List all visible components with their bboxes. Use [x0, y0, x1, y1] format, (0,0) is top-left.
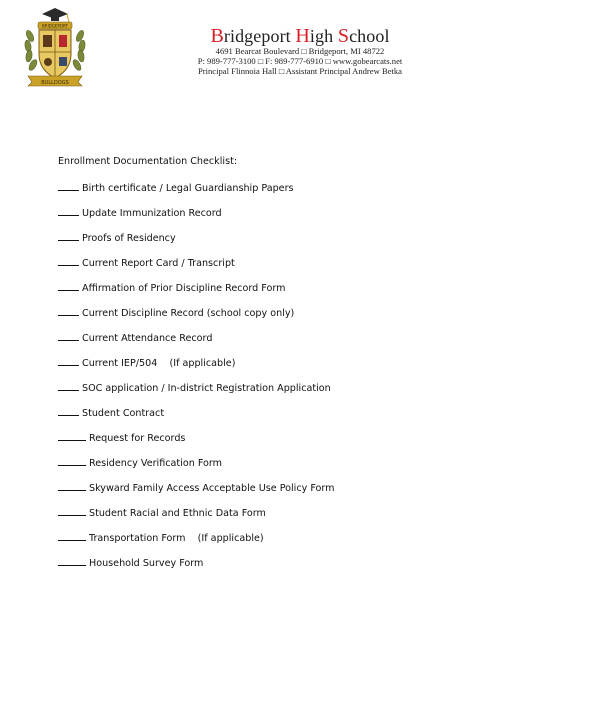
checklist-item-label: Household Survey Form: [89, 558, 204, 569]
checkbox-blank-line[interactable]: [58, 381, 79, 391]
checklist-item-label: Current IEP/504 (If applicable): [82, 358, 236, 369]
checkbox-blank-line[interactable]: [58, 281, 79, 291]
checkbox-blank-line[interactable]: [58, 456, 86, 466]
checklist-item-label: Student Racial and Ethnic Data Form: [89, 508, 266, 519]
checklist-item-label: Current Attendance Record: [82, 333, 213, 344]
checkbox-blank-line[interactable]: [58, 231, 79, 241]
checkbox-blank-line[interactable]: [58, 406, 79, 416]
checklist-title: Enrollment Documentation Checklist:: [58, 156, 238, 167]
checkbox-blank-line[interactable]: [58, 356, 79, 366]
checklist-item: [58, 556, 335, 581]
checkbox-blank-line[interactable]: [58, 256, 79, 266]
checklist-item: [58, 481, 335, 506]
checklist-item-label: Update Immunization Record: [82, 208, 222, 219]
school-principals: Principal Flinnoia Hall □ Assistant Principal Andrew Betka: [197, 66, 403, 77]
school-crest-logo: [22, 6, 88, 88]
checklist-item-label: SOC application / In-district Registration Application: [82, 383, 331, 394]
checklist-item-label: Proofs of Residency: [82, 233, 176, 244]
svg-text:BULLDOGS: BULLDOGS: [41, 80, 69, 86]
checkbox-blank-line[interactable]: [58, 481, 86, 491]
checklist-item: [58, 381, 335, 406]
checklist-item: [58, 506, 335, 531]
checkbox-blank-line[interactable]: [58, 556, 86, 566]
checklist-item: [58, 231, 335, 256]
checklist-item-label: Skyward Family Access Acceptable Use Policy Form: [89, 483, 335, 494]
checklist-item-label: Residency Verification Form: [89, 458, 222, 469]
checklist-item-label: Transportation Form (If applicable): [89, 533, 264, 544]
checkbox-blank-line[interactable]: [58, 306, 79, 316]
checklist-item: [58, 306, 335, 331]
checklist-item: [58, 256, 335, 281]
checkbox-blank-line[interactable]: [58, 181, 79, 191]
checkbox-blank-line[interactable]: [58, 431, 86, 441]
school-name: [150, 26, 450, 46]
checklist-items: [58, 181, 335, 581]
checkbox-blank-line[interactable]: [58, 506, 86, 516]
letterhead: [150, 26, 450, 77]
checklist-item-label: Birth certificate / Legal Guardianship Papers: [82, 183, 294, 194]
checklist-item: [58, 406, 335, 431]
checkbox-blank-line[interactable]: [58, 331, 79, 341]
checklist-item: [58, 531, 335, 556]
checklist-item-label: Current Discipline Record (school copy only): [82, 308, 295, 319]
checklist-item: [58, 281, 335, 306]
school-address: 4691 Bearcat Boulevard □ Bridgeport, MI 48722: [215, 46, 385, 56]
checkbox-blank-line[interactable]: [58, 206, 79, 216]
checklist-item: [58, 356, 335, 381]
checkbox-blank-line[interactable]: [58, 531, 86, 541]
checklist-item-label: Student Contract: [82, 408, 165, 419]
school-name-part: H: [295, 25, 310, 47]
checklist-item-label: Current Report Card / Transcript: [82, 258, 235, 269]
checklist-item: [58, 331, 335, 356]
school-name-part: chool: [349, 26, 390, 46]
school-name-part: igh: [309, 26, 338, 46]
checklist-item: [58, 181, 335, 206]
checklist-item: [58, 456, 335, 481]
enrollment-checklist: [58, 156, 335, 581]
school-name-part: S: [337, 25, 350, 47]
checklist-item-label: Affirmation of Prior Discipline Record Form: [82, 283, 286, 294]
svg-text:BRIDGEPORT: BRIDGEPORT: [42, 23, 68, 29]
school-contact-info: P: 989-777-3100 □ F: 989-777-6910 □ www.gobearcats.net: [197, 56, 403, 67]
school-name-part: ridgeport: [223, 26, 296, 46]
checklist-item: [58, 431, 335, 456]
school-name-part: B: [210, 25, 224, 47]
checklist-item: [58, 206, 335, 231]
checklist-item-label: Request for Records: [89, 433, 186, 444]
